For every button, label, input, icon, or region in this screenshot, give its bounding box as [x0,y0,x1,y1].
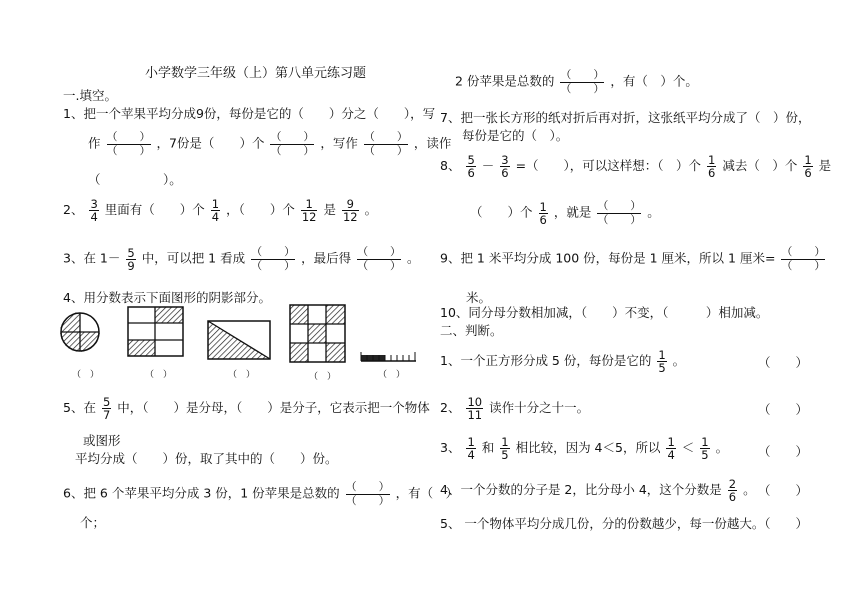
q1-blank-fraction-3[interactable]: $\frac{( )}{( )}$ [363,130,408,157]
fraction: $\frac{1}{12}$ [301,197,317,225]
fraction: $\frac{3}{4}$ [90,197,98,225]
fraction: $\frac{1}{4}$ [467,435,475,463]
j5: 5、 一个物体平均分成几份，分的份数越少，每一份越大。 [440,516,765,531]
fraction: $\frac{3}{6}$ [501,153,509,181]
rectangle-triangle-figure [206,319,272,361]
j2-answer[interactable]: （ ） [758,402,809,417]
q1-line2 [88,131,451,157]
q3-blank-fraction-1[interactable]: $\frac{( )}{( )}$ [251,245,296,272]
fraction: $\frac{1}{5}$ [501,435,509,463]
q7-line2: 每份是它的（ ）。 [462,128,569,143]
q8-line2: （ ）个 $\frac{1}{6}$ ，就是 $\frac{( )}{( )}$ 。 [470,199,660,227]
fraction: $\frac{10}{11}$ [467,395,483,423]
fraction: $\frac{1}{5}$ [701,435,709,463]
fraction: $\frac{9}{12}$ [342,197,358,225]
q9-line2: 米。 [466,290,492,305]
q9-line1: 9、把 1 米平均分成 100 份，每份是 1 厘米，所以 1 厘米= $\frac{( )}{( )}$ [440,245,826,272]
q9-blank-fraction[interactable]: $\frac{( )}{( )}$ [781,245,826,272]
q7-line1: 7、把一张长方形的纸对折后再对折，这张纸平均分成了（ ）份， [440,110,811,125]
q1-line1: 1、把一个苹果平均分成9份，每份是它的（ ）分之（ ），写 [63,106,436,121]
circle-quarters-figure [60,305,100,365]
j3-answer[interactable]: （ ） [758,444,809,459]
fraction: $\frac{1}{5}$ [658,348,666,376]
j3: 3、 $\frac{1}{4}$ 和 $\frac{1}{5}$ 相比较，因为 4＜5，所以 $\frac{1}{4}$ ＜ $\frac{1}{5}$ 。 [440,435,729,463]
fraction: $\frac{1}{4}$ [667,435,675,463]
figure-2-answer[interactable]: （ ） [145,370,173,380]
q4-text: 4、用分数表示下面图形的阴影部分。 [63,290,271,305]
q3-blank-fraction-2[interactable]: $\frac{( )}{( )}$ [357,245,402,272]
q5-line3: 平均分成（ ）份，取了其中的（ ）份。 [75,451,338,466]
q8-blank-fraction[interactable]: $\frac{( )}{( )}$ [597,199,642,226]
q10: 10、同分母分数相加减，（ ）不变，（ ）相加减。 [440,305,769,320]
q2: 2、 $\frac{3}{4}$ 里面有（ ）个 $\frac{1}{4}$ ，（ ）个 $\frac{1}{12}$ 是 $\frac{9}{12}$ 。 [63,197,378,225]
q6-blank-fraction-1[interactable]: $\frac{( )}{( )}$ [345,480,390,507]
section-fill-blank: 一.填空。 [63,88,117,103]
q1-text-mid1: ，7份是（ ）个 [156,135,265,151]
page-title: 小学数学三年级（上）第八单元练习题 [145,66,367,81]
fraction: $\frac{5}{7}$ [102,395,111,423]
j4-answer[interactable]: （ ） [758,483,809,498]
j5-answer[interactable]: （ ） [758,516,809,531]
figure-1-answer[interactable]: （ ） [72,370,100,380]
q1-blank-fraction-1[interactable]: $\frac{( )}{( )}$ [106,130,151,157]
fraction: $\frac{5}{9}$ [127,245,135,273]
q1-read-as-label: ，读作 [413,135,452,151]
q5-line2: 或图形 [83,433,121,448]
fraction: $\frac{1}{6}$ [804,153,812,181]
fraction: $\frac{1}{4}$ [211,197,220,225]
q1-write-as-label: 作 [88,135,101,151]
fraction: $\frac{1}{6}$ [539,199,547,227]
q1-line3[interactable]: （ ）。 [88,172,182,187]
j1-answer[interactable]: （ ） [758,355,809,370]
grid-nine-figure [289,304,347,364]
fraction: $\frac{2}{6}$ [728,477,737,505]
fraction: $\frac{1}{6}$ [708,153,716,181]
ruler-figure [360,349,418,363]
q6-blank-fraction-2[interactable]: $\frac{( )}{( )}$ [560,68,605,95]
grid-six-figure [127,306,185,358]
q8-line1: 8、 $\frac{5}{6}$ － $\frac{3}{6}$ =（ ），可以这样想：（ ）个 $\frac{1}{6}$ 减去（ ）个 $\frac{1}{6}$ 是 [440,153,832,181]
q1-blank-fraction-2[interactable]: $\frac{( )}{( )}$ [270,130,315,157]
q5-line1: 5、在 $\frac{5}{7}$ 中，（ ）是分母，（ ）是分子，它表示把一个物体 [63,395,430,423]
q1-text-mid2: ，写作 [320,135,358,151]
j1: 1、一个正方形分成 5 份，每份是它的 $\frac{1}{5}$ 。 [440,348,686,376]
j4: 4、一个分数的分子是 2，比分母小 4，这个分数是 $\frac{2}{6}$ 。 [440,477,756,505]
q6-line2: 个； [80,515,106,530]
q6-line1: 6、把 6 个苹果平均分成 3 份，1 份苹果是总数的 $\frac{( )}{( )}$ ，有（ ） [63,480,459,507]
section-true-false: 二、判断。 [440,323,503,338]
figure-4-answer[interactable]: （ ） [309,372,337,382]
fraction: $\frac{5}{6}$ [467,153,475,181]
figure-3-answer[interactable]: （ ） [228,370,256,380]
j2: 2、 $\frac{10}{11}$ 读作十分之十一。 [440,395,590,423]
q3: 3、在 1－ $\frac{5}{9}$ 中，可以把 1 看成 $\frac{( )}{( )}$ ，最后得 $\frac{( )}{( )}$ 。 [63,245,420,273]
q6-continued: 2 份苹果是总数的 $\frac{( )}{( )}$ ，有（ ）个。 [455,68,698,95]
figure-5-answer[interactable]: （ ） [378,370,406,380]
